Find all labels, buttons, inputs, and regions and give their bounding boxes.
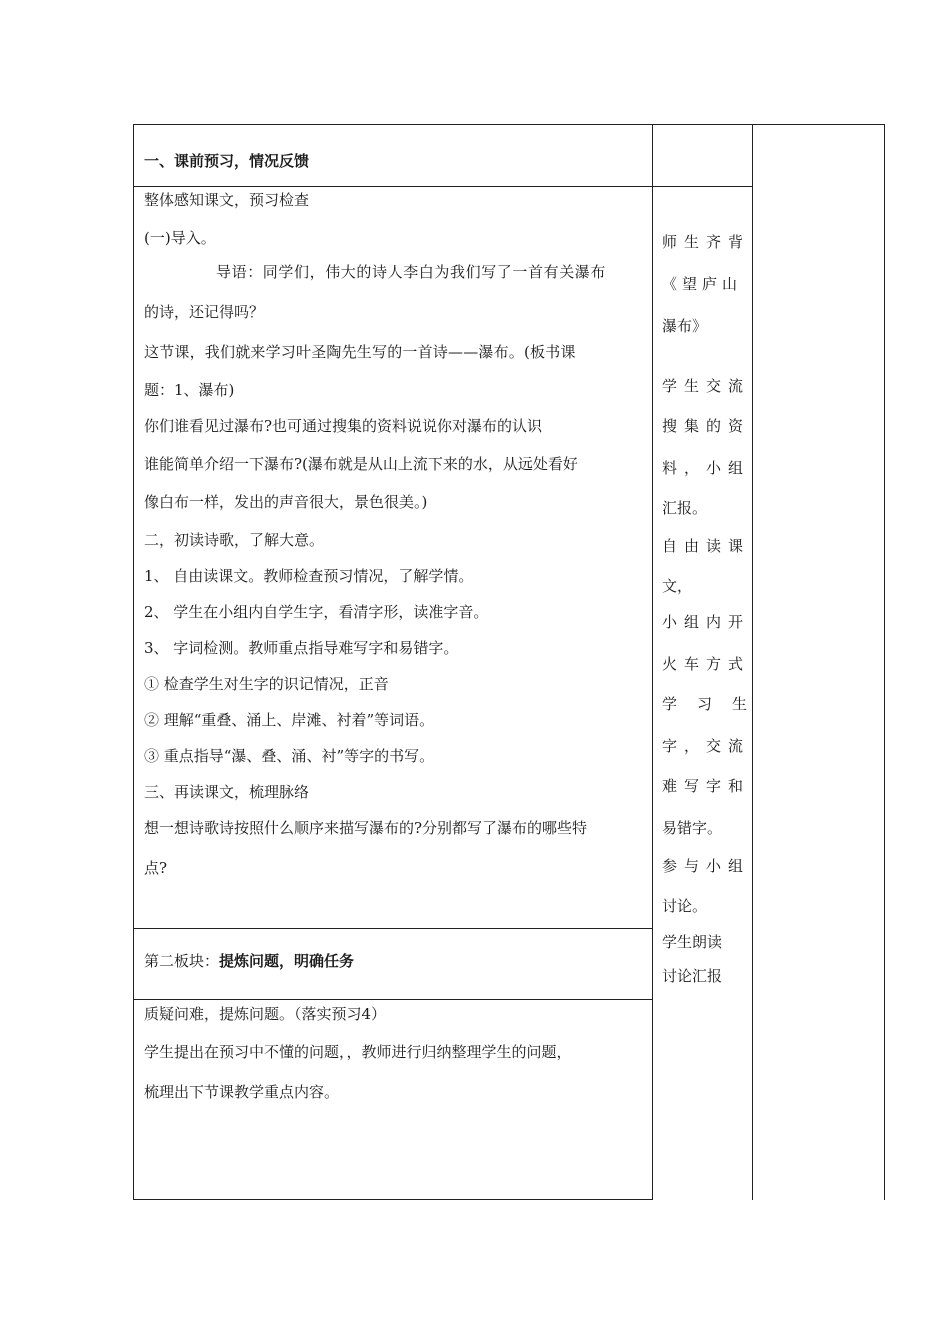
content-line: 3、 字词检测。教师重点指导难写字和易错字。 [144,639,459,657]
content-line: 三、再读课文，梳理脉络 [144,783,310,801]
activity-line: 搜集的资 [662,417,751,435]
content-line: 这节课，我们就来学习叶圣陶先生写的一首诗——瀑布。(板书课 [144,343,576,361]
section2-content [144,0,649,1199]
content-line: 题：1、瀑布) [144,381,235,399]
activity-line: 难写字和 [662,777,751,795]
activity-line: 小组内开 [662,613,751,631]
activity-line [662,232,751,252]
content-line: 你们谁看见过瀑布?也可通过搜集的资料说说你对瀑布的认识 [144,417,543,435]
activity-line: 学生交流 [662,377,751,395]
activity-line: 讨论。 [662,897,708,915]
content-line: (一)导入。 [144,229,216,247]
activity-line: 学生朗读 [662,933,723,951]
content-line: ① 检查学生对生字的识记情况，正音 [144,675,389,693]
content-line: 梳理出下节课教学重点内容。 [144,1083,340,1101]
content-line: 学生提出在预习中不懂的问题，，教师进行归纳整理学生的问题， [144,1043,572,1061]
activity-line: 参与小组 [662,857,751,875]
activity-line: 学习生 [662,695,768,713]
activity-line: 瀑布》 [662,317,708,335]
activity-text: 师生齐背 [662,233,751,251]
activity-line: 《望庐山 [662,275,743,293]
table-right-border [884,124,885,1200]
activity-line: 自由读课 [662,537,751,555]
student-activity-column [662,0,768,1199]
content-line: 想一想诗歌诗按照什么顺序来描写瀑布的?分别都写了瀑布的哪些特 [144,819,588,837]
content-line: 导语：同学们，伟大的诗人李白为我们写了一首有关瀑布 [216,263,607,281]
activity-line: 汇报。 [662,499,708,517]
activity-line: 易错字。 [662,819,723,837]
table-left-border [133,124,134,1200]
content-line: 像白布一样，发出的声音很大，景色很美。) [144,493,428,511]
content-line: 的诗，还记得吗？ [144,303,265,321]
activity-line: 火车方式 [662,655,751,673]
column-divider-2 [752,124,753,1200]
activity-line: 字，交流 [662,737,751,755]
activity-line: 料，小组 [662,459,751,477]
content-line: 二，初读诗歌，了解大意。 [144,531,325,549]
activity-line: 文， [662,577,693,595]
content-line: 点? [144,859,168,877]
section1-heading: 一、课前预习，情况反馈 [144,152,310,170]
content-line: 2、 学生在小组内自学生字，看清字形，读准字音。 [144,603,489,621]
table-bottom-border [133,1199,652,1200]
section2-heading-prefix: 第二板块： [144,952,220,970]
content-line: 整体感知课文，预习检查 [144,191,310,209]
content-line: 谁能简单介绍一下瀑布?(瀑布就是从山上流下来的水，从远处看好 [144,455,578,473]
content-line: 质疑问难，提炼问题。（落实预习4） [144,1005,387,1023]
content-line: ② 理解“重叠、涌上、岸滩、衬着”等词语。 [144,711,435,729]
section2-heading-bold: 提炼问题，明确任务 [219,952,355,970]
column-divider-1 [652,124,653,1200]
content-line: 1、 自由读课文。教师检查预习情况，了解学情。 [144,567,474,585]
activity-line: 讨论汇报 [662,967,723,985]
content-line: ③ 重点指导“瀑、叠、涌、衬”等字的书写。 [144,747,435,765]
